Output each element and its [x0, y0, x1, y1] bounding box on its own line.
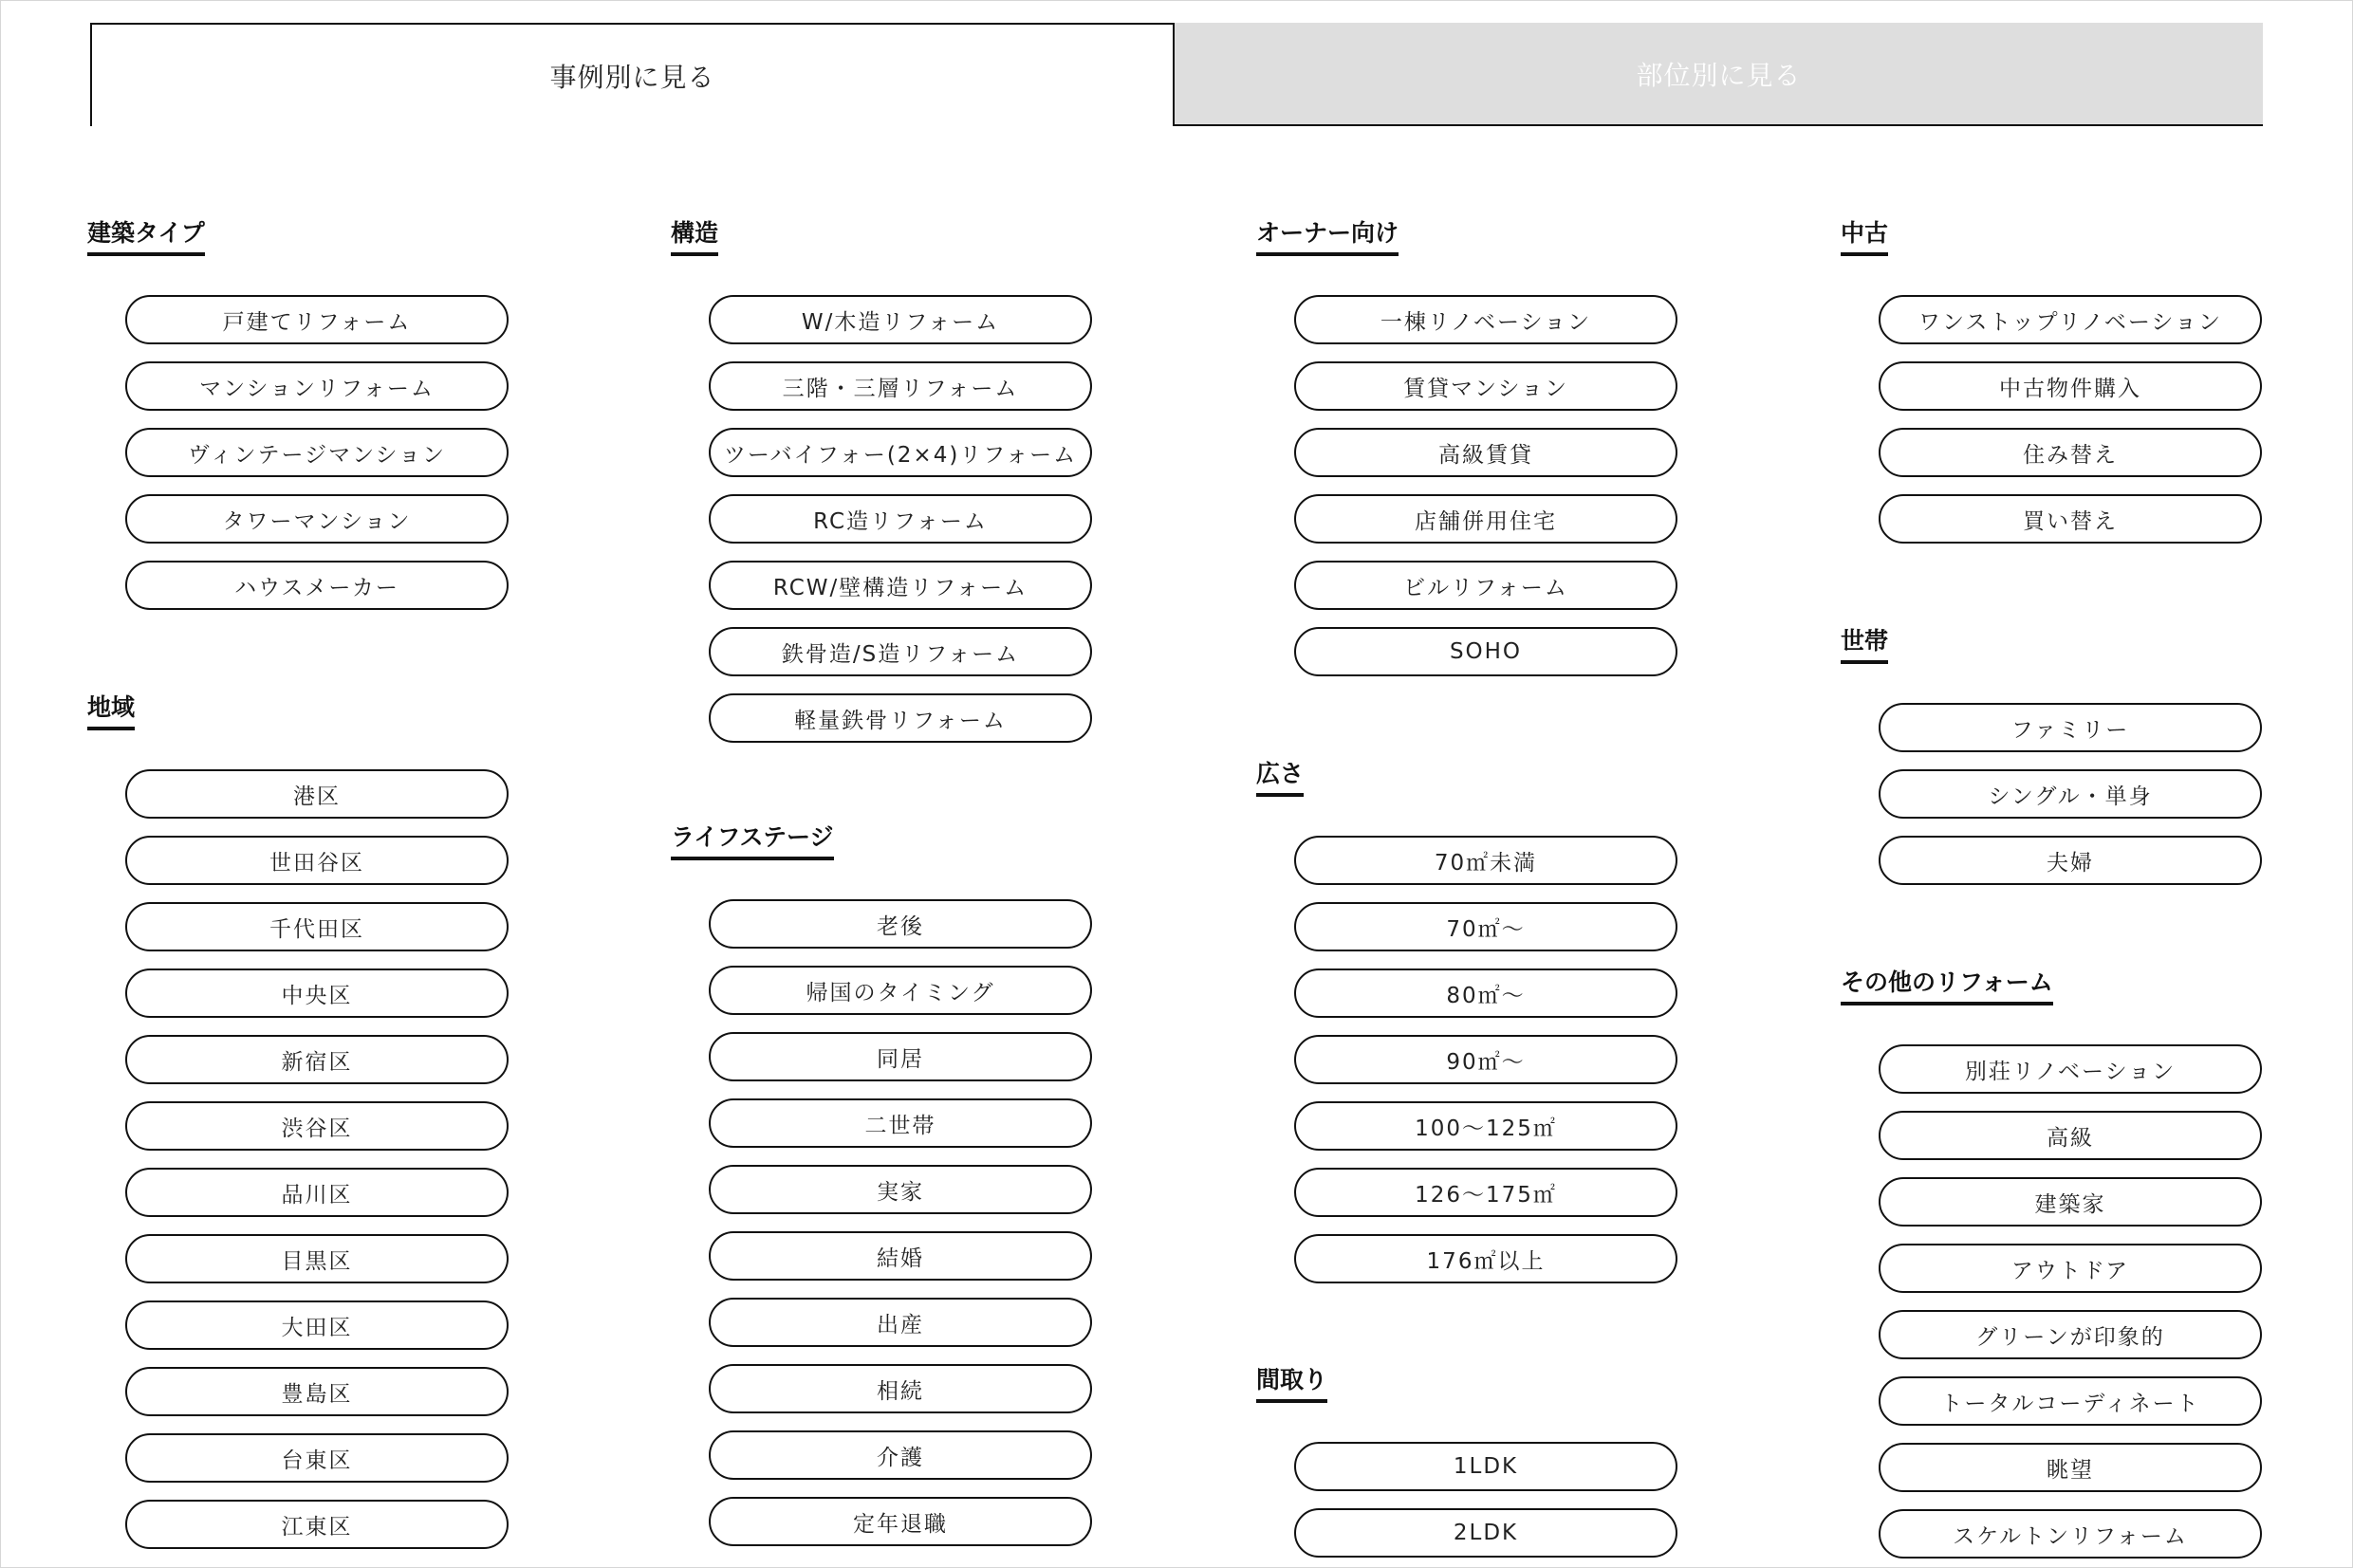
section-household: [1841, 629, 2277, 904]
filter-button[interactable]: RC造リフォーム: [709, 494, 1092, 544]
filter-button[interactable]: 高級: [1879, 1111, 2262, 1160]
filter-button[interactable]: 老後: [709, 899, 1092, 949]
filter-button[interactable]: 鉄骨造/S造リフォーム: [709, 627, 1092, 676]
filter-button[interactable]: 別荘リノベーション: [1879, 1044, 2262, 1094]
filter-button[interactable]: 江東区: [125, 1500, 509, 1549]
filter-button[interactable]: シングル・単身: [1879, 769, 2262, 819]
section-owner: [1256, 221, 1693, 695]
filter-button[interactable]: 大田区: [125, 1301, 509, 1350]
section-title: ライフステージ: [671, 825, 834, 860]
section-floor-plan: [1256, 1368, 1693, 1568]
tab-by-part[interactable]: 部位別に見る: [1175, 23, 2263, 126]
filter-button[interactable]: マンションリフォーム: [125, 361, 509, 411]
filter-button[interactable]: 中古物件購入: [1879, 361, 2262, 411]
section-other-reform: [1841, 970, 2277, 1568]
filter-button[interactable]: 住み替え: [1879, 428, 2262, 477]
filter-button[interactable]: 80㎡～: [1294, 968, 1677, 1018]
filter-button[interactable]: 一棟リノベーション: [1294, 295, 1677, 344]
filter-button[interactable]: ビルリフォーム: [1294, 561, 1677, 610]
filter-button[interactable]: 買い替え: [1879, 494, 2262, 544]
filter-button[interactable]: 70㎡未満: [1294, 836, 1677, 885]
section-title: 構造: [671, 221, 718, 256]
section-used: [1841, 221, 2277, 553]
section-area: [87, 695, 524, 1568]
filter-button[interactable]: 港区: [125, 769, 509, 819]
filter-button[interactable]: 高級賃貸: [1294, 428, 1677, 477]
filter-button[interactable]: 豊島区: [125, 1367, 509, 1416]
filter-button[interactable]: 1LDK: [1294, 1442, 1677, 1491]
filter-button[interactable]: RCW/壁構造リフォーム: [709, 561, 1092, 610]
filter-button[interactable]: 70㎡～: [1294, 902, 1677, 951]
filter-button[interactable]: ハウスメーカー: [125, 561, 509, 610]
filter-button[interactable]: 世田谷区: [125, 836, 509, 885]
filter-button[interactable]: 126～175㎡: [1294, 1168, 1677, 1217]
section-building-type: [87, 221, 524, 619]
filter-button[interactable]: ファミリー: [1879, 703, 2262, 752]
filter-button[interactable]: 目黒区: [125, 1234, 509, 1283]
filter-button[interactable]: 台東区: [125, 1433, 509, 1483]
filter-button[interactable]: 建築家: [1879, 1177, 2262, 1227]
filter-button[interactable]: 介護: [709, 1430, 1092, 1480]
filter-button[interactable]: ワンストップリノベーション: [1879, 295, 2262, 344]
filter-button[interactable]: 新宿区: [125, 1035, 509, 1084]
filter-button[interactable]: グリーンが印象的: [1879, 1310, 2262, 1359]
section-title: 中古: [1841, 221, 1888, 256]
section-title: オーナー向け: [1256, 221, 1399, 256]
filter-button[interactable]: 相続: [709, 1364, 1092, 1413]
filter-button[interactable]: 90㎡～: [1294, 1035, 1677, 1084]
filter-button[interactable]: 同居: [709, 1032, 1092, 1081]
filter-button[interactable]: 176㎡以上: [1294, 1234, 1677, 1283]
filter-button[interactable]: 軽量鉄骨リフォーム: [709, 693, 1092, 743]
section-structure: [671, 221, 1107, 752]
filter-button[interactable]: 品川区: [125, 1168, 509, 1217]
filter-button[interactable]: 二世帯: [709, 1098, 1092, 1148]
filter-button[interactable]: ツーバイフォー(2×4)リフォーム: [709, 428, 1092, 477]
filter-button[interactable]: 三階・三層リフォーム: [709, 361, 1092, 411]
filter-button[interactable]: W/木造リフォーム: [709, 295, 1092, 344]
filter-button[interactable]: タワーマンション: [125, 494, 509, 544]
filter-button[interactable]: 中央区: [125, 968, 509, 1018]
filter-button[interactable]: 千代田区: [125, 902, 509, 951]
filter-button[interactable]: ヴィンテージマンション: [125, 428, 509, 477]
filter-button[interactable]: 実家: [709, 1165, 1092, 1214]
section-life-stage: [671, 825, 1107, 1568]
filter-button[interactable]: SOHO: [1294, 627, 1677, 676]
section-title: 建築タイプ: [87, 221, 205, 256]
filter-button[interactable]: 戸建てリフォーム: [125, 295, 509, 344]
filter-button[interactable]: 賃貸マンション: [1294, 361, 1677, 411]
filter-button[interactable]: 夫婦: [1879, 836, 2262, 885]
filter-button[interactable]: 出産: [709, 1298, 1092, 1347]
filter-button[interactable]: 100～125㎡: [1294, 1101, 1677, 1151]
section-title: その他のリフォーム: [1841, 970, 2053, 1005]
section-title: 世帯: [1841, 629, 1888, 664]
filter-button[interactable]: 2LDK: [1294, 1508, 1677, 1558]
filter-button[interactable]: アウトドア: [1879, 1244, 2262, 1293]
filter-button[interactable]: 帰国のタイミング: [709, 966, 1092, 1015]
filter-button[interactable]: トータルコーディネート: [1879, 1376, 2262, 1426]
section-title: 地域: [87, 695, 135, 730]
view-tabs: [90, 23, 2263, 126]
filter-button[interactable]: スケルトンリフォーム: [1879, 1509, 2262, 1559]
filter-button[interactable]: 渋谷区: [125, 1101, 509, 1151]
tab-by-case[interactable]: 事例別に見る: [90, 23, 1175, 126]
section-size: [1256, 762, 1693, 1293]
section-title: 間取り: [1256, 1368, 1327, 1403]
filter-button[interactable]: 結婚: [709, 1231, 1092, 1281]
filter-button[interactable]: 定年退職: [709, 1497, 1092, 1546]
filter-button[interactable]: 店舗併用住宅: [1294, 494, 1677, 544]
filter-button[interactable]: 眺望: [1879, 1443, 2262, 1492]
section-title: 広さ: [1256, 762, 1304, 797]
